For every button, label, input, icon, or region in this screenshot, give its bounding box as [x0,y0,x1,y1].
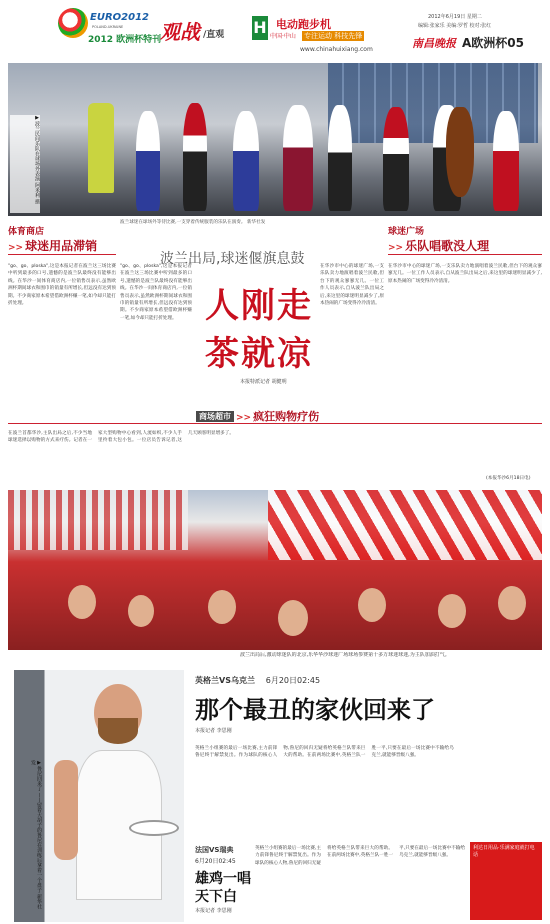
pre-headline: 波兰出局,球迷偃旗息鼓 [160,251,305,267]
headline-line2: 茶就凉 [205,334,313,374]
divider [8,254,116,255]
center-col-right-text: 在华沙市中心的球迷广场,一支乐队卖力地演唱着波兰民歌,但台下的观众寥寥无几。一位工作人员表示,自从波兰队出局之后,来这里的球迷明显减少了,原本热闹的广场变得冷冷清清。 [320,264,384,307]
editor-line: 编辑:张家乐 美编:罗哲 校对:张红 [418,23,492,29]
double-bass [446,107,474,197]
musician-8 [493,111,519,211]
euro-logo: EURO2012 [90,12,149,23]
shopping-body: 在波兰首都华沙,主队出局之后,不少当地球迷选择以购物的方式来疗伤。记者在一家大型购物中心看到,人流如织,不少人手里拎着大包小包。一位店员告诉记者,这几天顾客明显增多了。 [8,431,234,444]
divider [388,254,542,255]
section-tag: 球迷广场 [388,227,425,237]
fan-face [278,600,308,636]
musician-6 [383,107,409,211]
match2-time: 6月20日02:45 [195,858,236,865]
band-photo [8,63,542,216]
match2-body: 英格兰小组赛的最后一场比赛,主力前锋鲁尼终于解禁复出。作为球队的核心人物,鲁尼的回归无疑将给英格兰队带来巨大的帮助。在前两场比赛中,英格兰队一胜一平,只要在最后一场比赛中不输给乌克兰,就能够晋级八强。 [255,846,465,866]
section-shopping-heading [196,408,319,424]
ad-logo-icon: H [252,16,268,40]
match1-byline: 本报记者 李思刚 [195,728,232,734]
match2-byline: 本报记者 李思刚 [195,908,232,914]
center-col-left-text: "go、go、ploska",这是本报记者在波兰这三场比赛中听到最多的口号,遗憾的是波兰队最终没有能够出线。在华沙一间体育商店内,一位销售员表示,虽然欧洲杯期间球衣和围巾的销量有所增长,但远没有达到预期。不少商家原本希望借欧洲杯赚一笔,如今却只能打折处理。 [120,264,192,321]
masthead [0,0,550,56]
byline: 本报特派记者 胡健明 [240,379,287,385]
top-photo-caption: 波兰球迷在球场外等待比赛,一支穿着传统服装的乐队在演奏。 新华社发 [120,220,266,225]
fan-face [68,585,96,619]
section-title: 球迷用品滞销 [25,239,98,253]
dateline: (本报华沙6月18日电) [486,476,531,481]
match1-kicker [195,675,320,686]
fan-face [128,595,154,627]
match2-kicker: 法国VS瑞典 [195,846,234,854]
beard [98,718,138,744]
section-title: 乐队唱歌没人理 [405,239,490,253]
red-white-scarves [268,490,542,560]
date-line: 2012年6月19日 星期二 [428,14,482,20]
plate [129,820,179,836]
euro-logo-sub: POLAND-UKRAINE [92,25,124,29]
watch-subtitle: /直观 [203,30,225,40]
arrow-icon: >> [8,243,24,253]
match-time: 6月20日02:45 [265,676,321,685]
fan-face [208,590,236,624]
page-label: A欧洲杯05 [462,36,524,50]
stadium-stand [8,490,188,550]
musician-2 [183,103,207,211]
soccer-ball-icon [58,8,88,38]
ad-title: 电动跑步机 [276,18,331,31]
headline-line1: 人刚走 [205,286,313,326]
arrow-icon: >> [236,413,252,423]
photo-vertical-note: ▶鲁尼回来了 ——留着大胡子的鲁尼在训练后拿着一个盘子 新华社发 [30,760,42,910]
photo-vertical-note: ▶波兰民间乐队在球场外表演 阿米利 摄 [10,115,40,213]
musician-4 [283,105,313,211]
section-tag: 体育商店 [8,227,45,237]
section-right-body: 在华沙市中心的球迷广场,一支乐队卖力地演唱着波兰民歌,但台下的观众寥寥无几。一位工作人员表示,自从波兰队出局之后,来这里的球迷明显减少了,原本热闹的广场变得冷冷清清。 [388,264,542,284]
special-edition-label: 2012 欧洲杯特刊 [88,35,162,45]
section-tag: 商场超市 [196,411,234,422]
police-officer [88,103,114,193]
section-fan-square-heading [388,224,489,254]
section-sports-shop-heading [8,224,97,254]
match1-body: 英格兰小组赛的最后一场比赛,主力前锋鲁尼终于解禁复出。作为球队的核心人物,鲁尼的回归无疑将给英格兰队带来巨大的帮助。在前两场比赛中,英格兰队一胜一平,只要在最后一场比赛中不输给乌克兰,就能够晋级八强。 [195,746,454,759]
ad-text: 利达日用品·乐满家庭就打电话 [473,845,535,858]
match1-headline: 那个最丑的家伙回来了 [195,696,435,724]
match2-headline1: 雄鸡一唱 [195,871,251,887]
fan-face [358,588,386,622]
fan-face [498,586,526,620]
musician-3 [233,111,259,211]
musician-1 [136,111,160,211]
section-left-body: "go、go、ploska",这是本报记者在波兰这三场比赛中听到最多的口号,遗憾的是波兰队最终没有能够出线。在华沙一间体育商店内,一位销售员表示,虽然欧洲杯期间球衣和围巾的销量有所增长,但远没有达到预期。不少商家原本希望借欧洲杯赚一笔,如今却只能打折处理。 [8,264,116,307]
classified-ad [470,842,542,920]
section-title: 疯狂购物疗伤 [253,410,320,423]
match-teams: 英格兰VS乌克兰 [195,676,255,685]
ad-website: www.chinahuixiang.com [300,46,373,53]
watch-title: 观战 [160,20,200,44]
match2-headline2: 天下白 [195,889,237,905]
ad-tag: 中国·中山 [270,33,296,40]
crowd-photo [8,490,542,650]
musician-5 [328,105,352,211]
divider [8,423,542,424]
rooney-photo [14,670,184,922]
fan-face [438,594,466,628]
arrow-icon: >> [388,243,404,253]
ad-slogan: 专注运动 科技先锋 [304,32,363,40]
crowd-photo-caption: 波兰出局后,激动球迷队的北京,乐华华沙球迷广场球场参赛第十多万球迷球迷,为主队加油打气。 [240,652,450,658]
ad-banner [250,14,370,44]
newspaper-name: 南昌晚报 [412,37,456,50]
arm [54,760,78,860]
